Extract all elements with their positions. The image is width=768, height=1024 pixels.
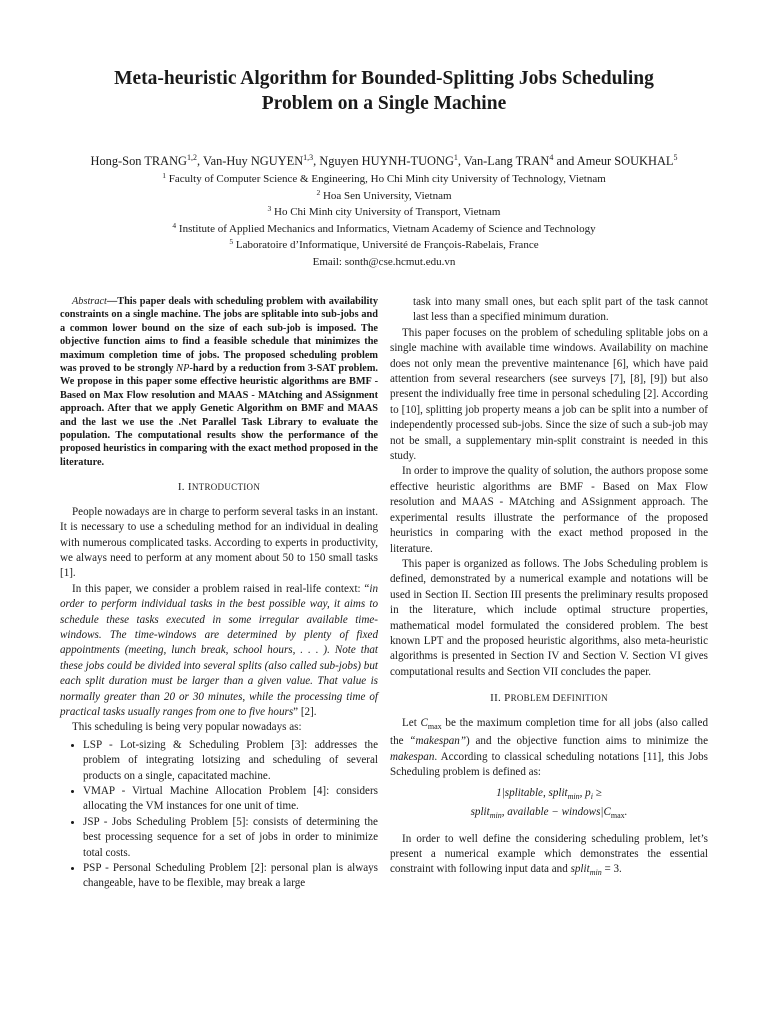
formula-sub: min <box>589 868 602 878</box>
formula-sub: min <box>489 811 502 821</box>
formula-sub: i <box>590 792 593 802</box>
author-list: Hong-Son TRANG$^{1,2}$, Van-Huy NGUYEN$^{1,3}$, Nguyen HUYNH-TUONG$^1$, Van-Lang TRAN$^4$ and Ameur SOUKHAL$^5$ <box>90 153 678 168</box>
affiliation <box>30 188 738 205</box>
formula-part: 1|splitable, split <box>496 787 568 800</box>
heading-part: NTRODUCTION <box>191 482 261 493</box>
affiliation <box>30 237 738 254</box>
intro-paragraph-2 <box>60 582 378 721</box>
author-affil-sup: 5 <box>673 153 678 162</box>
affiliation-text: Faculty of Computer Science & Engineering, Ho Chi Minh city University of Technology, Vietnam <box>168 173 606 185</box>
text-run: In order to well define the considering scheduling problem, let’s present a numerical example which demonstrates the essential constraint with following input data and <box>390 832 708 876</box>
affiliation-text: Ho Chi Minh city University of Transport, Vietnam <box>274 206 501 219</box>
formula-line-2 <box>390 805 708 824</box>
cmax-symbol: C <box>420 716 428 729</box>
author-name: Van-Lang TRAN <box>463 154 550 168</box>
list-item: • PSP - Personal Scheduling Problem [2]: personal plan is always changeable, have to be flexible, may break a large <box>83 861 378 892</box>
heading-part: II. P <box>490 692 511 705</box>
affiliation-sup: 3 <box>267 204 272 214</box>
affiliation-text: Laboratoire d’Informatique, Université de François-Rabelais, France <box>235 239 539 252</box>
text-run: ” [2]. <box>293 705 317 718</box>
right-paragraph-2: In order to improve the quality of solution, the authors propose some effective heuristic algorithms are BMF - Based on Max Flow resolution and MAAS - MAtching and ASsignment approach. The experimental results illustrate the performance of the proposed heuristics in comparing with the exact method proposed in the literature. <box>390 465 708 555</box>
cmax-subscript: max <box>427 721 442 731</box>
text-run: In this paper, we consider a problem raised in real-life context: “ <box>72 582 370 595</box>
formula-part: split <box>470 806 490 819</box>
title-line-1: Meta-heuristic Algorithm for Bounded-Splitting Jobs Scheduling <box>114 68 654 89</box>
affiliation <box>30 221 738 238</box>
formula-part: , available − windows|C <box>501 806 611 819</box>
formula-part: . <box>624 806 628 819</box>
makespan-quote: “makespan” <box>409 735 467 748</box>
author-affil-sup: 1,2 <box>187 153 198 162</box>
affiliation-text: Institute of Applied Mechanics and Informatics, Vietnam Academy of Science and Technology <box>178 222 596 235</box>
formula-part: , p <box>579 787 591 800</box>
formula-sub: max <box>610 811 625 821</box>
author-name: Hong-Son TRANG <box>90 154 188 168</box>
abstract-dash: — <box>106 296 118 307</box>
right-paragraph-1: This paper focuses on the problem of scheduling splitable jobs on a single machine with available time windows. Availability on machine does not only mean the preventive maintenance [6], which have paid attention from several researchers (see surveys [7], [8], [9]) but also present the individually free time in personal scheduling [2]. According to [10], splitting job property means a job can be split into a number of independently processed sub-jobs. Since the size of such a sub-job may not be small, a supplementary min-split constraint is needed in this study. <box>390 326 708 463</box>
quote-text: in order to perform individual tasks in the best possible way, it aims to schedule these tasks executed in some irregular available time-windows. The time-windows are determined by plenty of fixed appointments (meeting, lunch break, school hours, . . . ). Note that these jobs could be divided into several splits (also called sub-jobs) but each split duration must be larger than a given value. That value is normally greater than 20 or 30 minutes, while the processing time of practical tasks usually ranges from one to five hours <box>60 582 378 718</box>
affiliation-sup: 2 <box>316 187 321 197</box>
affiliation-sup: 1 <box>162 171 166 180</box>
author-name: Nguyen HUYNH-TUONG <box>319 154 454 168</box>
list-item: • VMAP - Virtual Machine Allocation Problem [4]: considers allocating the VM instances for one unit of time. <box>83 784 378 815</box>
affiliation <box>30 204 738 221</box>
title-line-2: Problem on a Single Machine <box>261 93 507 114</box>
abstract <box>60 295 378 469</box>
formula-line-1 <box>390 786 708 805</box>
text-run: ) and the objective function aims to minimize the <box>466 735 708 748</box>
heading-part: ROBLEM <box>510 693 553 704</box>
text-run: = 3. <box>601 863 622 876</box>
affiliation-list <box>30 171 738 271</box>
heading-part: D <box>552 692 561 705</box>
affiliation-text: Hoa Sen University, Vietnam <box>322 189 452 202</box>
right-column <box>390 295 708 881</box>
text-run: be the maximum completion time for all jobs (also called the <box>390 716 708 748</box>
author-affil-sup: 1,3 <box>303 153 314 162</box>
email: Email: sonth@cse.hcmut.edu.vn <box>312 255 456 268</box>
problem-paragraph-2 <box>390 832 708 881</box>
problem-notation-formula <box>390 786 708 823</box>
formula-part: ≥ <box>592 787 602 800</box>
abstract-text-b: -hard by a reduction from 3-SAT problem. We propose in this paper some effective heuristic algorithms are BMF - Based on Max Flow resolution and MAAS - MAtching and ASsignment approach. After that we apply Genetic Algorithm on BMF and MAAS and the last we use the .Net Parallel Task Library to evaluate the population. The computational results show the performance of the proposed heuristics in comparing with the exact method proposed in the literature. <box>60 363 378 468</box>
text-run: . According to classical scheduling notations [11], this Jobs Scheduling problem is defined as: <box>390 750 708 778</box>
author-name: Van-Huy NGUYEN <box>203 154 304 168</box>
abstract-lead: Abstract <box>72 296 107 307</box>
section-heading-problem-definition <box>390 691 708 706</box>
list-item: • JSP - Jobs Scheduling Problem [5]: consists of determining the best processing sequence for a set of jobs in order to minimize total costs. <box>83 815 378 861</box>
section-heading-introduction <box>60 480 378 495</box>
split-min-symbol: split <box>570 863 590 876</box>
intro-paragraph-3: This scheduling is being very popular nowadays as: <box>72 721 302 734</box>
makespan-term: makespan <box>390 750 435 763</box>
text-run: Let <box>402 716 421 729</box>
problem-paragraph-1 <box>390 716 708 781</box>
affiliation <box>30 171 738 188</box>
np-symbol: NP <box>176 363 190 375</box>
heading-part: EFINITION <box>560 693 608 704</box>
affiliation-sup: 4 <box>172 220 177 230</box>
heading-part: I. I <box>177 481 192 494</box>
author-affil-sup: 4 <box>549 153 554 162</box>
left-column <box>60 295 378 892</box>
author-affil-sup: 1 <box>453 153 458 162</box>
list-item-continuation: task into many small ones, but each split part of the task cannot last less than a specified minimum duration. <box>413 296 708 324</box>
intro-paragraph-1: People nowadays are in charge to perform several tasks in an instant. It is necessary to use a scheduling method for an individual in dealing with numerous complicated tasks. According to experts in productivity, we always need to perform at any moment about 50 to 150 small tasks [1]. <box>60 505 379 580</box>
formula-sub: min <box>567 792 580 802</box>
right-paragraph-3: This paper is organized as follows. The Jobs Scheduling problem is defined, demonstrated by a numerical example and notations will be used in Section II. Section III presents the preliminary results proposed in the literature, which include optimal structure properties, mathematical model formulated the considered problem. The best known LPT and the proposed heuristic algorithms, also meta-heuristic algorithms is presented in Section IV and Section V. Section VI gives computational results and Section VII concludes the paper. <box>390 557 708 678</box>
list-item: • LSP - Lot-sizing & Scheduling Problem [3]: addresses the problem of integrating lotsizing and scheduling of several products on a single, capacitated machine. <box>83 738 378 784</box>
application-list <box>60 738 378 892</box>
paper-title <box>40 66 728 116</box>
author-name: Ameur SOUKHAL <box>576 154 674 168</box>
abstract-text-a: This paper deals with scheduling problem with availability constraints on a single machine. The jobs are splitable into sub-jobs and a common lower bound on the size of each sub-job is imposed. The objective function aims to find a feasible schedule that minimizes the maximum completion time of jobs. The proposed scheduling problem was proved to be strongly <box>60 296 378 375</box>
affiliation-sup: 5 <box>229 237 234 247</box>
